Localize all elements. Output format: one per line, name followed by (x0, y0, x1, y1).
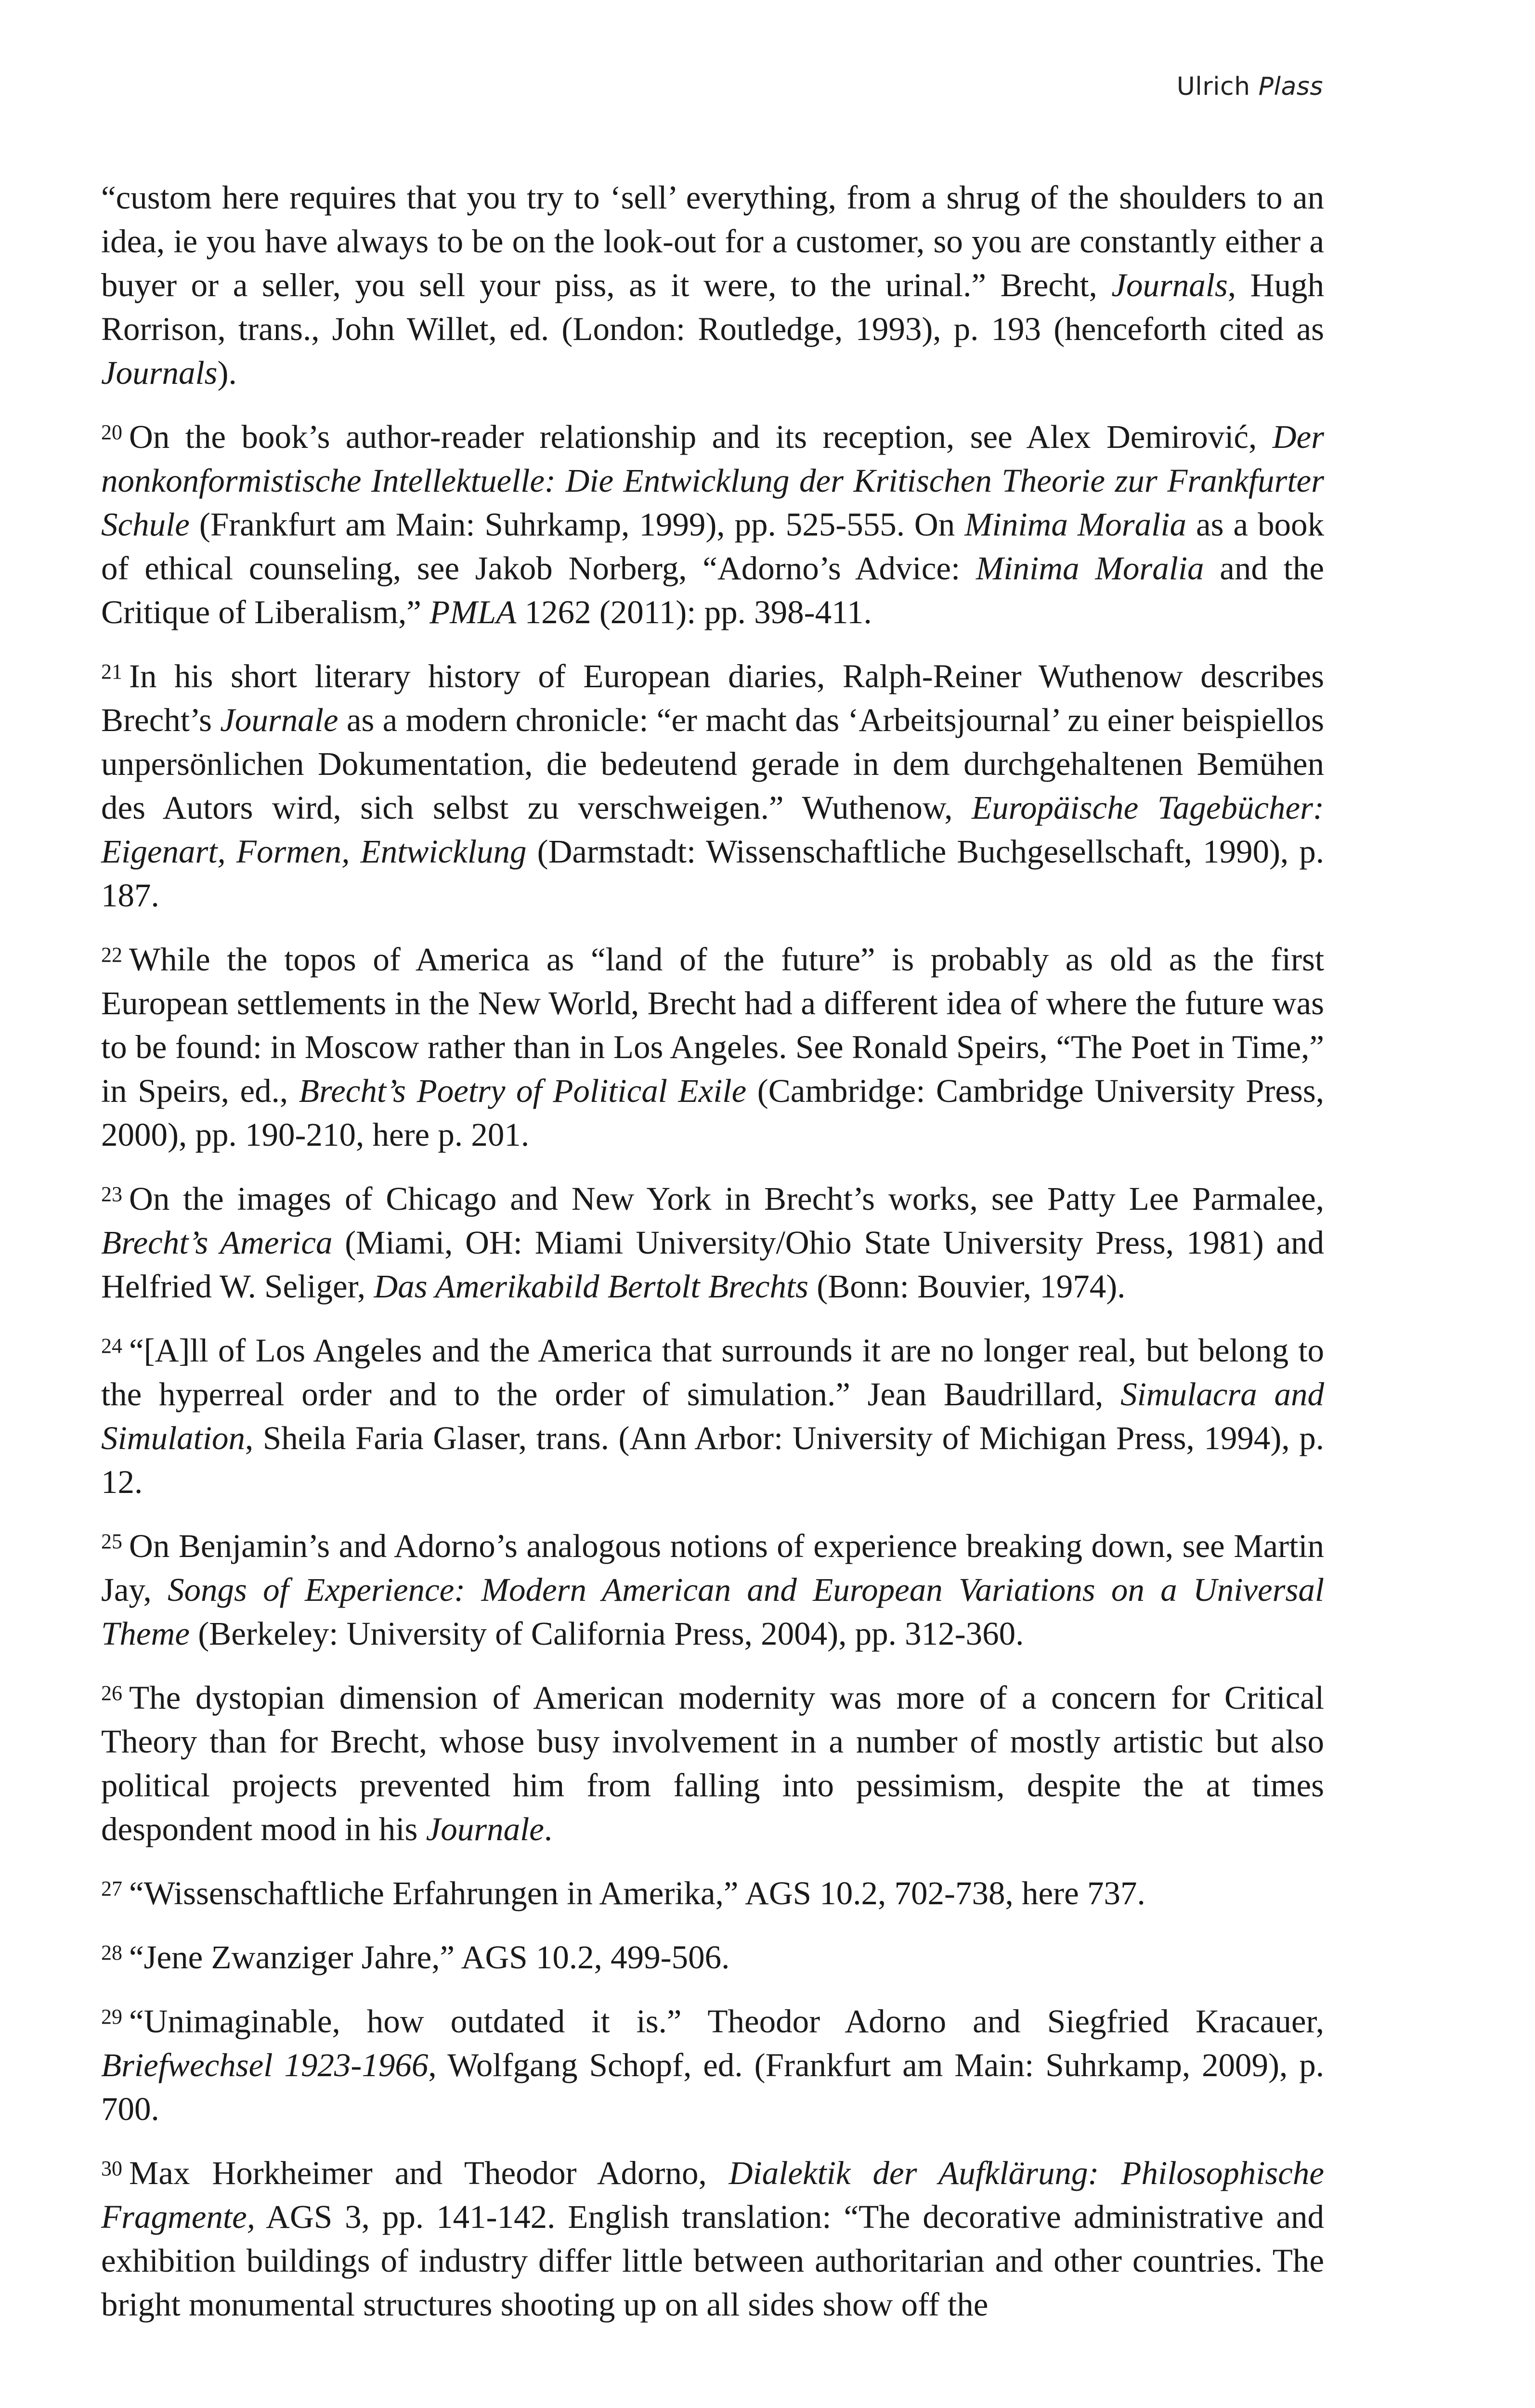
endnote-number: 20 (101, 420, 122, 444)
text-run-italic: Brecht’s Poetry of Political Exile (299, 1073, 747, 1109)
text-run: While the topos of America as “land of the future” is probably as old as the first European settlements in the New World, Brecht had a different idea of where the future was to be found: in Moscow rather than in Los Angeles. See Ronald Speirs, “The Poet in Time,” in Speirs, ed., (101, 941, 1324, 1109)
running-head (1177, 72, 1323, 101)
endnote-text (101, 1180, 1324, 1305)
endnote (101, 1936, 1324, 1979)
endnote-number: 24 (101, 1334, 122, 1358)
text-run: (Miami, OH: Miami University/Ohio State University Press, 1981) and Helfried W. Seliger, (101, 1224, 1324, 1305)
text-run: Max Horkheimer and Theodor Adorno, (129, 2155, 729, 2191)
text-run: , Sheila Faria Glaser, trans. (Ann Arbor: University of Michigan Press, 1994), p. 12. (101, 1420, 1324, 1500)
text-run: (Bonn: Bouvier, 1974). (808, 1268, 1126, 1305)
author-last-name: Plass (1258, 72, 1323, 101)
text-run: (Berkeley: University of California Press, 2004), pp. 312-360. (189, 1615, 1024, 1652)
text-run: . (544, 1811, 553, 1847)
endnote-number: 23 (101, 1182, 122, 1206)
endnote-text (101, 1679, 1324, 1847)
text-run: In his short literary history of European diaries, Ralph-Reiner Wuthenow describes Brecht’s (101, 658, 1324, 738)
text-run: On the book’s author-reader relationship and its reception, see Alex Demirović, (129, 419, 1273, 455)
text-run: On the images of Chicago and New York in Brecht’s works, see Patty Lee Parmalee, (129, 1180, 1324, 1217)
text-run: ). (217, 354, 237, 391)
endnotes (101, 176, 1324, 2347)
text-run-italic: Journale (426, 1811, 544, 1847)
author-first-name: Ulrich (1176, 72, 1250, 101)
endnote (101, 1329, 1324, 1504)
text-run-italic: PMLA (429, 594, 517, 630)
endnote-number: 29 (101, 2004, 122, 2028)
endnote-number: 22 (101, 942, 122, 967)
text-run: (Frankfurt am Main: Suhrkamp, 1999), pp. 525-555. On (189, 506, 965, 543)
text-run: “Unimaginable, how outdated it is.” Theodor Adorno and Siegfried Kracauer, (129, 2003, 1324, 2040)
text-run: 1262 (2011): pp. 398-411. (516, 594, 872, 630)
text-run-italic: Dialektik der Aufklärung: Philosophische Fragmente, (101, 2155, 1325, 2235)
endnote (101, 1676, 1324, 1851)
text-run: AGS 3, pp. 141-142. English translation: “The decorative administrative and exhibition buildings of industry differ little between authoritarian and other countries. The bright monumental structures shooting up on all sides show off the (101, 2199, 1324, 2323)
text-run: (Darmstadt: Wissenschaftliche Buchgesellschaft, 1990), p. 187. (101, 833, 1324, 914)
text-run: “Wissenschaftliche Erfahrungen in Amerika,” AGS 10.2, 702-738, here 737. (129, 1875, 1145, 1911)
text-run-italic: Europäische Tagebücher: Eigenart, Formen, Entwicklung (101, 789, 1324, 870)
text-run: “[A]ll of Los Angeles and the America that surrounds it are no longer real, but belong to the hyperreal order and to the order of simulation.” Jean Baudrillard, (101, 1332, 1324, 1413)
endnote-text (129, 1939, 729, 1976)
text-run-italic: Journale (220, 702, 338, 738)
text-run: as a modern chronicle: “er macht das ‘Arbeitsjournal’ zu einer beispiellos unpersönlichen Dokumentation, die bedeutend gerade in dem durchgehaltenen Bemühen des Autors wird, sich selbst zu verschweigen.” Wuthenow, (101, 702, 1324, 826)
text-run: , Hugh Rorrison, trans., John Willet, ed. (London: Routledge, 1993), p. 193 (henceforth cited as (101, 267, 1324, 347)
endnote (101, 1177, 1324, 1309)
endnote-text (101, 2155, 1324, 2323)
text-run-italic: Der nonkonformistische Intellektuelle: Die Entwicklung der Kritischen Theorie zur Frankfurter Schule (101, 419, 1324, 543)
endnote-continuation (101, 176, 1324, 395)
endnote-text (101, 941, 1324, 1153)
endnote-number: 26 (101, 1681, 122, 1705)
text-run-italic: Simulacra and Simulation (101, 1376, 1324, 1456)
text-run: “Jene Zwanziger Jahre,” AGS 10.2, 499-506. (129, 1939, 730, 1976)
endnote-text (101, 1528, 1324, 1652)
endnote-text (101, 658, 1324, 914)
endnote-text (101, 419, 1324, 630)
endnote-number: 30 (101, 2156, 122, 2180)
text-run: The dystopian dimension of American modernity was more of a concern for Critical Theory than for Brecht, whose busy involvement in a number of mostly artistic but also political projects prevented him from falling into pessimism, despite the at times despondent mood in his (101, 1679, 1324, 1847)
endnote (101, 2000, 1324, 2131)
endnote-text (101, 179, 1324, 391)
text-run-italic: Minima Moralia (976, 550, 1204, 587)
endnote-number: 27 (101, 1876, 122, 1900)
endnote (101, 1871, 1324, 1915)
text-run-italic: Das Amerikabild Bertolt Brechts (374, 1268, 808, 1305)
endnote-number: 25 (101, 1529, 122, 1553)
endnote-text (129, 1875, 1145, 1911)
text-run: (Cambridge: Cambridge University Press, 2000), pp. 190-210, here p. 201. (101, 1073, 1324, 1153)
text-run: , Wolfgang Schopf, ed. (Frankfurt am Main: Suhrkamp, 2009), p. 700. (101, 2047, 1324, 2127)
text-run-italic: Journals (1111, 267, 1228, 303)
text-run-italic: Briefwechsel 1923-1966 (101, 2047, 429, 2083)
endnote (101, 415, 1324, 634)
endnote-text (101, 1332, 1324, 1500)
endnote (101, 1524, 1324, 1656)
text-run-italic: Brecht’s America (101, 1224, 333, 1261)
endnote (101, 654, 1324, 917)
endnote-text (101, 2003, 1324, 2127)
text-run: and the Critique of Liberalism,” (101, 550, 1325, 630)
text-run: On Benjamin’s and Adorno’s analogous notions of experience breaking down, see Martin Jay, (101, 1528, 1324, 1608)
text-run-italic: Songs of Experience: Modern American and European Variations on a Universal Theme (101, 1571, 1324, 1652)
text-run: “custom here requires that you try to ‘sell’ everything, from a shrug of the shoulders to an idea, ie you have always to be on the look-out for a customer, so you are constantly either a buyer or a seller, you sell your piss, as it were, to the urinal.” Brecht, (101, 179, 1324, 303)
endnote (101, 2151, 1324, 2327)
text-run-italic: Minima Moralia (964, 506, 1186, 543)
text-run: as a book of ethical counseling, see Jakob Norberg, “Adorno’s Advice: (101, 506, 1324, 587)
text-run-italic: Journals (101, 354, 218, 391)
endnote-number: 28 (101, 1940, 122, 1964)
endnote (101, 938, 1324, 1157)
endnote-number: 21 (101, 659, 122, 683)
